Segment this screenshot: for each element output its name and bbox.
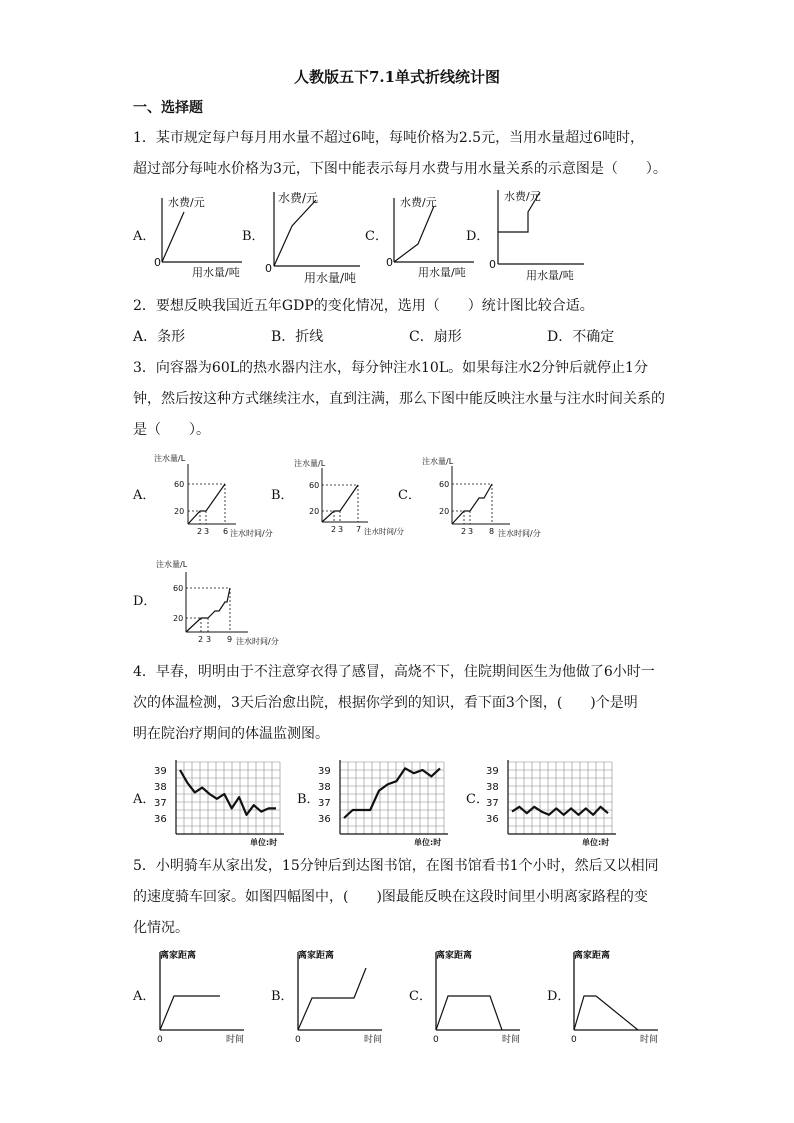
q1-option-a-label[interactable]: A． xyxy=(133,229,156,244)
x-tick-end: 7 xyxy=(356,525,362,534)
y-tick-60: 60 xyxy=(309,481,320,490)
q1-option-d-label[interactable]: D． xyxy=(466,229,490,244)
q1-text-line1: 1．某市规定每户每月用水量不超过6吨，每吨价格为2.5元，当用水量超过6吨时， xyxy=(133,130,644,146)
cost-line xyxy=(162,212,184,262)
temperature-line xyxy=(344,768,440,818)
x-axis-label: 时间 xyxy=(502,1035,521,1045)
q5-option-a-label[interactable]: A． xyxy=(133,989,156,1004)
y-tick-20: 20 xyxy=(174,507,185,516)
y-axis-label: 水费/元 xyxy=(168,196,205,209)
fill-line xyxy=(452,484,492,524)
q5-option-b-label[interactable]: B． xyxy=(271,989,294,1004)
y-axis-label: 注水量/L xyxy=(422,457,454,466)
q5-option-c-label[interactable]: C． xyxy=(409,989,432,1004)
q1-text-line2: 超过部分每吨水价格为3元，下图中能表示每月水费与用水量关系的示意图是（ ）。 xyxy=(133,161,667,177)
x-axis-label: 注水时间/分 xyxy=(498,529,541,538)
distance-line xyxy=(160,996,220,1030)
q1-chart-d xyxy=(486,186,586,282)
origin-label: 0 xyxy=(433,1035,439,1045)
origin-label: 0 xyxy=(386,256,393,269)
y-tick-label: 37 xyxy=(154,798,167,809)
q1-chart-b xyxy=(262,186,362,285)
y-tick-label: 36 xyxy=(486,814,499,825)
q1-chart-a xyxy=(152,192,244,278)
x-axis-label: 用水量/吨 xyxy=(526,269,574,282)
q5-chart-b xyxy=(286,946,396,1044)
y-axis-label: 水费/元 xyxy=(504,190,541,203)
x-axis-label: 时间 xyxy=(226,1035,245,1045)
q3-chart-c xyxy=(418,452,542,542)
q3-text-line2: 钟，然后按这种方式继续注水，直到注满，那么下图中能反映注水量与注水时间关系的 xyxy=(133,391,665,407)
temperature-line xyxy=(180,770,276,815)
temperature-line xyxy=(512,807,608,815)
x-tick-2: 2 xyxy=(198,635,204,644)
fill-line xyxy=(188,484,225,524)
q1-option-c-label[interactable]: C． xyxy=(365,229,388,244)
x-axis-label: 时间 xyxy=(640,1035,659,1045)
x-axis-label: 注水时间/分 xyxy=(230,529,273,538)
y-axis-label: 水费/元 xyxy=(278,191,319,205)
y-axis-label: 离家距离 xyxy=(574,951,611,961)
x-tick-end: 6 xyxy=(223,527,229,536)
x-tick-2: 2 xyxy=(331,525,337,534)
q4-text-line2: 次的体温检测，3天后治愈出院，根据你学到的知识，看下面3个图，( )个是明 xyxy=(133,695,638,711)
y-tick-label: 38 xyxy=(154,782,167,793)
origin-label: 0 xyxy=(154,256,161,269)
q3-option-c-label[interactable]: C． xyxy=(398,488,421,503)
y-tick-label: 39 xyxy=(154,766,167,777)
x-axis-label: 注水时间/分 xyxy=(364,527,405,536)
x-axis-label: 用水量/吨 xyxy=(304,271,357,285)
origin-label: 0 xyxy=(295,1035,301,1045)
q3-text-line3: 是（ ）。 xyxy=(133,422,210,438)
q3-chart-a xyxy=(152,452,276,542)
q5-text-line3: 化情况。 xyxy=(133,920,189,936)
q4-chart-a xyxy=(152,756,292,848)
y-tick-60: 60 xyxy=(174,480,185,489)
y-tick-label: 36 xyxy=(154,814,167,825)
origin-label: 0 xyxy=(571,1035,577,1045)
q4-text-line1: 4．早春，明明由于不注意穿衣得了感冒，高烧不下，住院期间医生为他做了6小时一 xyxy=(133,664,655,680)
x-axis-label: 用水量/吨 xyxy=(192,266,240,279)
x-tick-3: 3 xyxy=(468,527,474,536)
q4-option-c-label[interactable]: C． xyxy=(466,792,489,807)
q2-option-b[interactable]: B．折线 xyxy=(271,329,324,345)
origin-label: 0 xyxy=(157,1035,163,1045)
x-tick-3: 3 xyxy=(206,635,212,644)
q2-option-a[interactable]: A．条形 xyxy=(133,329,186,345)
y-axis-label: 离家距离 xyxy=(436,951,473,961)
distance-line xyxy=(436,996,502,1030)
q5-chart-d xyxy=(562,946,672,1044)
y-axis-label: 注水量/L xyxy=(156,560,188,569)
y-tick-label: 36 xyxy=(318,814,331,825)
y-tick-60: 60 xyxy=(173,584,184,593)
x-tick-3: 3 xyxy=(204,527,210,536)
q5-text-line2: 的速度骑车回家。如图四幅图中，( )图最能反映在这段时间里小明离家路程的变 xyxy=(133,889,648,905)
q1-option-b-label[interactable]: B． xyxy=(242,229,265,244)
x-tick-2: 2 xyxy=(461,527,467,536)
x-axis-label: 注水时间/分 xyxy=(236,637,279,646)
q5-chart-a xyxy=(148,946,258,1044)
distance-line xyxy=(574,996,638,1030)
q2-text: 2．要想反映我国近五年GDP的变化情况，选用（ ）统计图比较合适。 xyxy=(133,298,594,314)
cost-line xyxy=(274,200,316,266)
fill-line xyxy=(186,588,230,632)
y-tick-20: 20 xyxy=(173,614,184,623)
x-tick-3: 3 xyxy=(338,525,344,534)
x-axis-label: 时间 xyxy=(364,1035,383,1045)
q5-option-d-label[interactable]: D． xyxy=(547,989,571,1004)
q2-option-d[interactable]: D．不确定 xyxy=(547,329,615,345)
y-axis-label: 注水量/L xyxy=(154,454,186,463)
distance-line xyxy=(298,968,366,1030)
origin-label: 0 xyxy=(265,262,272,275)
q3-chart-d xyxy=(152,556,282,648)
x-tick-end: 9 xyxy=(227,635,233,644)
q4-chart-c xyxy=(484,756,624,848)
x-axis-label: 用水量/吨 xyxy=(418,266,466,279)
y-axis-label: 水费/元 xyxy=(400,196,437,209)
y-tick-label: 39 xyxy=(318,766,331,777)
q5-text-line1: 5．小明骑车从家出发，15分钟后到达图书馆，在图书馆看书1个小时，然后又以相同 xyxy=(133,858,659,874)
y-axis-label: 离家距离 xyxy=(160,951,197,961)
y-tick-label: 37 xyxy=(318,798,331,809)
section-heading: 一、选择题 xyxy=(133,100,203,116)
y-tick-label: 38 xyxy=(318,782,331,793)
origin-label: 0 xyxy=(489,258,496,271)
cost-line xyxy=(394,206,434,262)
q3-option-d-label[interactable]: D． xyxy=(133,594,157,609)
q4-option-b-label[interactable]: B． xyxy=(297,792,320,807)
unit-label: 单位:时 xyxy=(582,838,610,847)
x-tick-2: 2 xyxy=(197,527,203,536)
q3-chart-b xyxy=(292,456,412,540)
y-tick-60: 60 xyxy=(439,480,450,489)
y-tick-20: 20 xyxy=(439,507,450,516)
x-tick-end: 8 xyxy=(489,527,495,536)
unit-label: 单位:时 xyxy=(414,838,442,847)
y-tick-label: 38 xyxy=(486,782,499,793)
y-axis-label: 注水量/L xyxy=(294,459,326,468)
y-tick-label: 37 xyxy=(486,798,499,809)
q3-text-line1: 3．向容器为60L的热水器内注水，每分钟注水10L。如果每注水2分钟后就停止1分 xyxy=(133,360,648,376)
unit-label: 单位:时 xyxy=(250,838,278,847)
q4-chart-b xyxy=(316,756,456,848)
q4-option-a-label[interactable]: A． xyxy=(133,792,156,807)
q4-text-line3: 明在院治疗期间的体温监测图。 xyxy=(133,726,329,742)
q2-option-c[interactable]: C．扇形 xyxy=(409,329,462,345)
y-axis-label: 离家距离 xyxy=(298,951,335,961)
y-tick-label: 39 xyxy=(486,766,499,777)
q1-chart-c xyxy=(384,192,476,278)
q3-option-b-label[interactable]: B． xyxy=(271,488,294,503)
y-tick-20: 20 xyxy=(309,507,320,516)
q5-chart-c xyxy=(424,946,534,1044)
page-title: 人教版五下7.1单式折线统计图 xyxy=(293,68,501,86)
q3-option-a-label[interactable]: A． xyxy=(133,488,156,503)
